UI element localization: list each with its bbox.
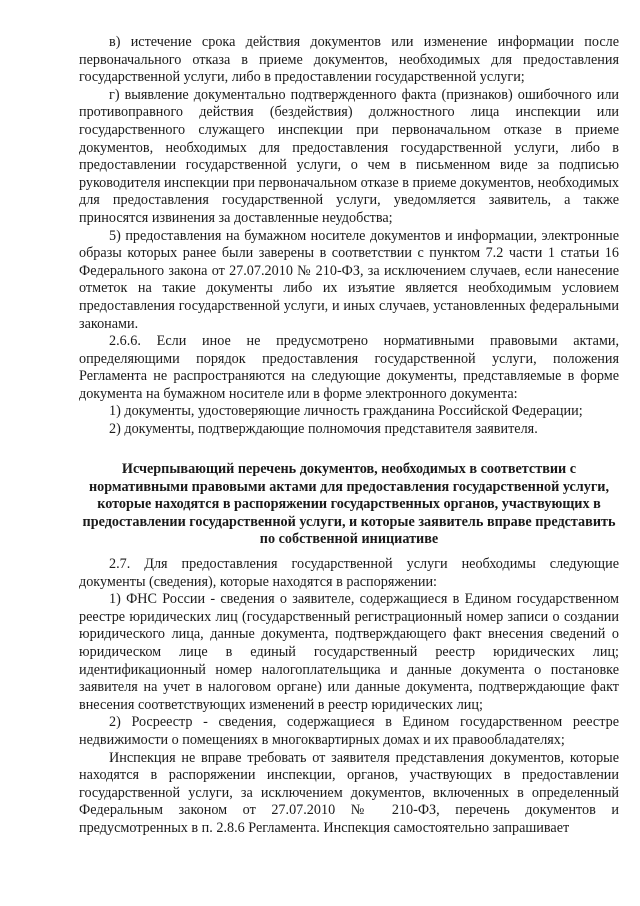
list-item-rosreestr: 2) Росреестр - сведения, содержащиеся в Едином государственном реестре недвижимости о помещениях в многоквартирных домах и их правообладателях; bbox=[79, 714, 619, 748]
paragraph-2-6-6: 2.6.6. Если иное не предусмотрено нормативными правовыми актами, определяющими порядок предоставления государственной услуги, положения Регламента не распространяются на следующие документы, представляемые в форме документа на бумажном носителе или в форме электронного документа: bbox=[79, 333, 619, 402]
body-text-bottom bbox=[79, 556, 619, 838]
list-item-1: 1) документы, удостоверяющие личность гражданина Российской Федерации; bbox=[109, 403, 583, 420]
paragraph-5: 5) предоставления на бумажном носителе документов и информации, электронные образы которых ранее были заверены в соответствии с пунктом 7.2 части 1 статьи 16 Федерального закона от 27.07.2010 № 210-ФЗ, за исключением случаев, если нанесение отметок на такие документы либо их изъятие является необходимым условием предоставления государственной услуги, и иных случаев, установленных федеральными законами. bbox=[79, 227, 619, 332]
list-item-2: 2) документы, подтверждающие полномочия представителя заявителя. bbox=[109, 421, 538, 438]
list-item-fns: 1) ФНС России - сведения о заявителе, содержащиеся в Едином государственном реестре юридических лиц (государственный регистрационный номер записи о создании юридического лица, данные документа, подтверждающего факт внесения сведений о юридическом лице в единый государственный реестр юридических лиц; идентификационный номер налогоплательщика и данные документа о постановке заявителя на учет в налоговом органе) или данные документа, подтверждающие факт внесения соответствующих изменений в реестр юридических лиц; bbox=[79, 591, 619, 713]
paragraph-2-7: 2.7. Для предоставления государственной услуги необходимы следующие документы (сведения), которые находятся в распоряжении: bbox=[79, 556, 619, 590]
paragraph-g: г) выявление документально подтвержденного факта (признаков) ошибочного или противоправного действия (бездействия) должностного лица инспекции или государственного служащего инспекции при первоначальном отказе в приеме документов, необходимых для предоставления государственной услуги, либо в предоставлении государственной услуги, о чем в письменном виде за подписью руководителя инспекции при первоначальном отказе в приеме документов, необходимых для предоставления государственной услуги, уведомляется заявитель, а также приносятся извинения за доставленные неудобства; bbox=[79, 86, 619, 226]
paragraph-v: в) истечение срока действия документов или изменение информации после первоначального отказа в приеме документов, необходимых для предоставления государственной услуги, либо в предоставлении государственной услуги; bbox=[79, 34, 619, 86]
body-text-top bbox=[79, 34, 619, 439]
section-heading: Исчерпывающий перечень документов, необходимых в соответствии с нормативными правовыми актами для предоставления государственной услуги, которые находятся в распоряжении государственных органов, участвующих в предоставлении государственной услуги, и которые заявитель вправе представить по собственной инициативе bbox=[82, 461, 616, 548]
paragraph-inspection: Инспекция не вправе требовать от заявителя представления документов, которые находятся в распоряжении инспекции, органов, участвующих в предоставлении государственной услуги, за исключением документов, включенных в определенный Федеральным законом от 27.07.2010 № 210-ФЗ, перечень документов и предусмотренных в п. 2.8.6 Регламента. Инспекция самостоятельно запрашивает bbox=[79, 749, 619, 836]
